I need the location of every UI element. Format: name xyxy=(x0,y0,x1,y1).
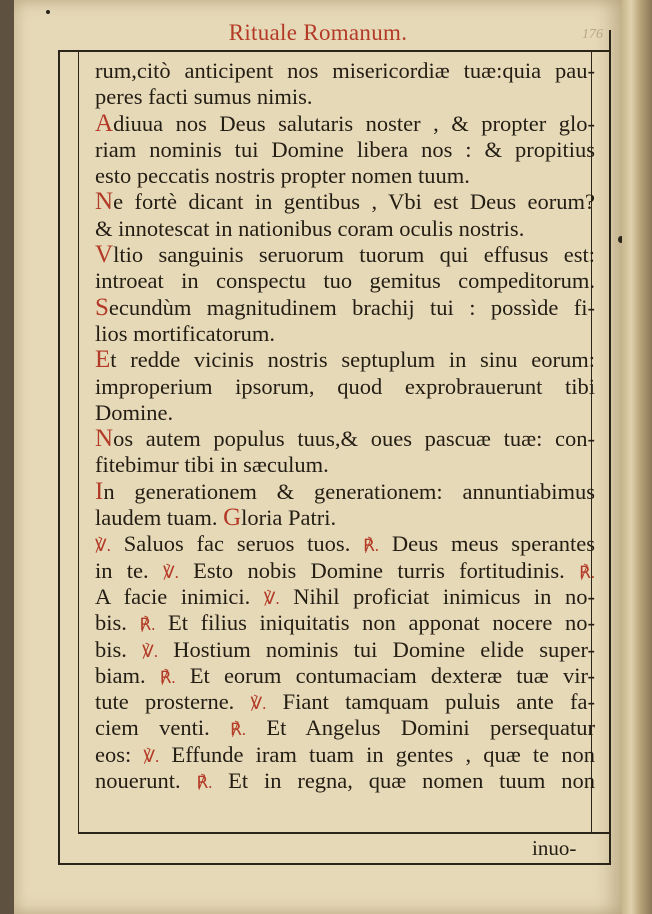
line-text: fitebimur tibi in sæculum. xyxy=(95,452,329,478)
line-text: Saluos fac seruos tuos. xyxy=(110,531,364,557)
line-text: Deus meus sperantes xyxy=(379,531,595,557)
running-head: Rituale Romanum. xyxy=(228,20,408,45)
line-text: improperium ipsorum, quod exprobrauerunt tibi xyxy=(95,373,595,399)
top-rule xyxy=(58,50,610,52)
text-line xyxy=(95,242,595,268)
line-text: esto peccatis nostris propter nomen tuum. xyxy=(95,163,470,189)
left-rule-outer xyxy=(58,50,60,865)
line-text: riam nominis tui Domine libera nos : & propitius xyxy=(95,136,595,162)
folio-number: 176 xyxy=(582,27,603,42)
versicle-response-symbol: ℟. xyxy=(196,773,213,793)
text-line xyxy=(95,663,595,689)
rubricated-initial: N xyxy=(95,189,114,216)
line-text: Hostium nominis tui Domine elide super- xyxy=(157,636,595,662)
line-text: Fiant tamquam puluis ante fa- xyxy=(266,689,595,715)
versicle-response-symbol: ℟. xyxy=(159,667,176,687)
rubricated-initial: E xyxy=(95,347,111,374)
line-text: Et Angelus Domini persequatur xyxy=(246,715,595,741)
line-text: nouerunt. xyxy=(95,768,197,794)
text-line xyxy=(95,268,595,294)
text-line xyxy=(95,400,595,426)
line-text: t redde vicinis nostris septuplum in sinu eorum: xyxy=(110,347,595,373)
text-line xyxy=(95,452,595,478)
book-gutter-edge xyxy=(622,0,652,914)
line-text: biam. xyxy=(95,662,160,688)
rubricated-initial: V xyxy=(95,242,114,269)
text-line xyxy=(95,374,595,400)
line-text: & innotescat in nationibus coram oculis nostris. xyxy=(95,215,525,241)
text-line xyxy=(95,111,595,137)
versicle-response-symbol: ℟. xyxy=(363,536,380,556)
line-text: Effunde iram tuam in gentes , quæ te non xyxy=(159,741,595,767)
line-text: A facie inimici. xyxy=(95,583,264,609)
foot-rule xyxy=(58,863,611,865)
rubricated-initial: G xyxy=(223,505,242,532)
rubricated-initial: N xyxy=(95,426,114,453)
line-text: Nihil proficiat inimicus in no- xyxy=(279,583,595,609)
text-line xyxy=(95,479,595,505)
text-line xyxy=(95,715,595,741)
line-text: introeat in conspectu tuo gemitus compeditorum. xyxy=(95,268,595,294)
line-text: os autem populus tuus,& oues pascuæ tuæ: con- xyxy=(113,426,595,452)
versicle-response-symbol: ℣. xyxy=(143,746,160,766)
line-text: Et filius iniquitatis non apponat nocere no- xyxy=(155,610,595,636)
line-text: rum,citò anticipent nos misericordiæ tuæ:quia pau- xyxy=(95,58,595,83)
line-text: ecundùm magnitudinem brachij tui : possìde fi- xyxy=(108,294,595,320)
text-line xyxy=(95,558,595,584)
line-text: eos: xyxy=(95,741,144,767)
rubricated-initial: A xyxy=(95,110,114,137)
text-block xyxy=(95,58,595,794)
line-text: diuua nos Deus salutaris noster , & propter glo- xyxy=(113,110,595,136)
line-text: in te. xyxy=(95,557,163,583)
text-line xyxy=(95,163,595,189)
text-line xyxy=(95,768,595,794)
text-line xyxy=(95,689,595,715)
text-line xyxy=(95,58,595,84)
line-text: laudem tuam. xyxy=(95,505,224,531)
text-line xyxy=(95,295,595,321)
line-text: tute prosterne. xyxy=(95,689,251,715)
line-text: ltio sanguinis seruorum tuorum qui effusus est: xyxy=(113,242,595,268)
rubricated-initial: I xyxy=(95,478,104,505)
line-text: peres facti sumus nimis. xyxy=(95,84,313,110)
text-line xyxy=(95,189,595,215)
text-line xyxy=(95,84,595,110)
text-line xyxy=(95,321,595,347)
line-text: n generationem & generationem: annuntiabimus xyxy=(103,478,595,504)
line-text: bis. xyxy=(95,610,140,636)
text-line xyxy=(95,637,595,663)
line-text: bis. xyxy=(95,636,143,662)
line-text: Et eorum contumaciam dexteræ tuæ vir- xyxy=(175,662,595,688)
text-line xyxy=(95,426,595,452)
line-text: lios mortificatorum. xyxy=(95,320,275,346)
left-rule-inner xyxy=(78,50,79,833)
versicle-response-symbol: ℟. xyxy=(579,562,595,582)
right-rule-outer xyxy=(609,30,611,865)
text-line xyxy=(95,531,595,557)
versicle-response-symbol: ℟. xyxy=(139,615,156,635)
versicle-response-symbol: ℣. xyxy=(95,536,111,556)
book-page xyxy=(14,0,622,914)
versicle-response-symbol: ℣. xyxy=(263,588,280,608)
line-text: Et in regna, quæ nomen tuum non xyxy=(212,768,595,794)
page-speck xyxy=(46,10,50,14)
line-text: Domine. xyxy=(95,399,174,425)
line-text: Esto nobis Domine turris fortitudinis. xyxy=(178,557,580,583)
line-text: loria Patri. xyxy=(241,505,337,531)
text-line xyxy=(95,216,595,242)
versicle-response-symbol: ℣. xyxy=(250,694,267,714)
rubricated-initial: S xyxy=(95,294,109,321)
text-line xyxy=(95,137,595,163)
text-line xyxy=(95,347,595,373)
line-text: ciem venti. xyxy=(95,715,231,741)
text-line xyxy=(95,742,595,768)
bottom-rule xyxy=(78,832,610,834)
text-line xyxy=(95,610,595,636)
line-text: e fortè dicant in gentibus , Vbi est Deus eorum? xyxy=(113,189,595,215)
text-line xyxy=(95,505,595,531)
catchword: inuo- xyxy=(532,836,577,860)
versicle-response-symbol: ℟. xyxy=(230,720,247,740)
text-line xyxy=(95,584,595,610)
versicle-response-symbol: ℣. xyxy=(162,562,179,582)
versicle-response-symbol: ℣. xyxy=(142,641,158,661)
